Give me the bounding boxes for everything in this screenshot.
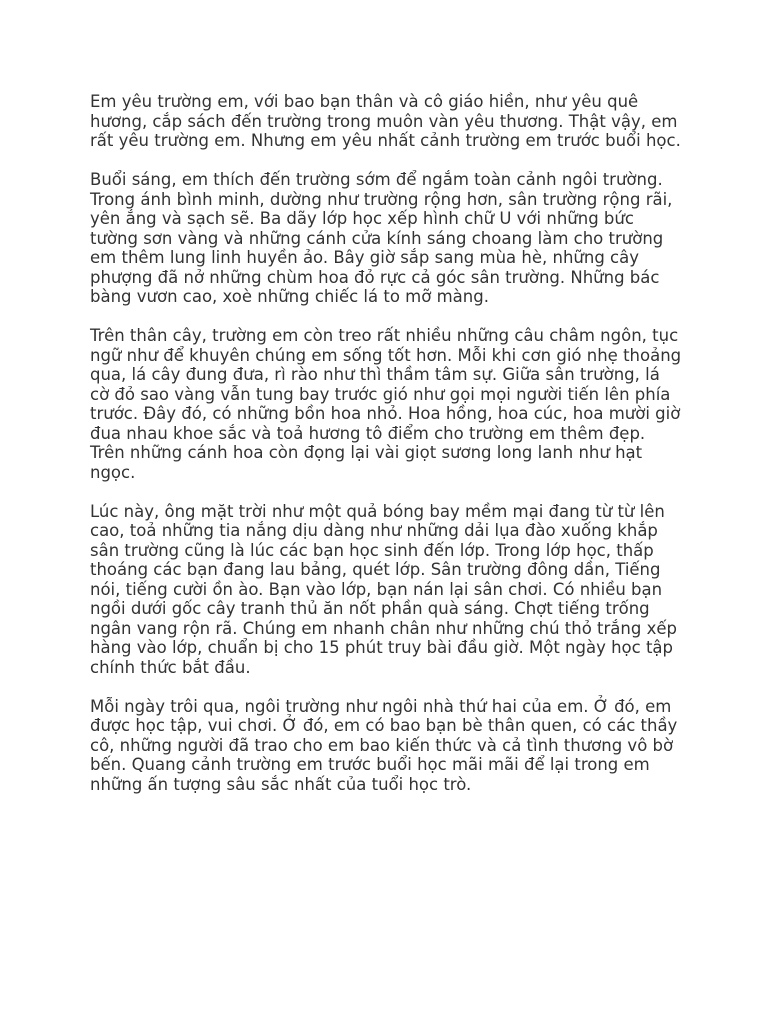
text-line: được học tập, vui chơi. Ở đó, em có bao bạn bè thân quen, có các thầy [90, 716, 678, 735]
text-line: Mỗi ngày trôi qua, ngôi trường như ngôi nhà thứ hai của em. Ở đó, em [90, 696, 672, 716]
document-page [90, 92, 690, 814]
text-line: cờ đỏ sao vàng vẫn tung bay trước gió như gọi mọi người tiến lên phía [90, 384, 671, 404]
text-line: cao, toả những tia nắng dịu dàng như những dải lụa đào xuống khắp [90, 521, 658, 540]
text-line: rất yêu trường em. Nhưng em yêu nhất cảnh trường em trước buổi học. [90, 131, 681, 150]
text-line: hương, cắp sách đến trường trong muôn vàn yêu thương. Thật vậy, em [90, 111, 678, 131]
text-line: qua, lá cây đung đưa, rì rào như thì thầm tâm sự. Giữa sân trường, lá [90, 365, 660, 384]
text-line: bến. Quang cảnh trường em trước buổi học mãi mãi để lại trong em [90, 755, 650, 774]
text-line: cô, những người đã trao cho em bao kiến thức và cả tình thương vô bờ [90, 735, 674, 755]
text-line: trước. Đây đó, có những bồn hoa nhỏ. Hoa hồng, hoa cúc, hoa mười giờ [90, 404, 681, 423]
paragraph-5 [90, 697, 690, 795]
text-line: yên ắng và sạch sẽ. Ba dãy lớp học xếp hình chữ U với những bức [90, 209, 634, 228]
text-line: Lúc này, ông mặt trời như một quả bóng bay mềm mại đang từ từ lên [90, 501, 665, 521]
text-line: phượng đã nở những chùm hoa đỏ rực cả góc sân trường. Những bác [90, 267, 660, 287]
text-line: Em yêu trường em, với bao bạn thân và cô giáo hiền, như yêu quê [90, 92, 639, 111]
text-line: những ấn tượng sâu sắc nhất của tuổi học trò. [90, 774, 472, 794]
text-line: ngồi dưới gốc cây tranh thủ ăn nốt phần quà sáng. Chợt tiếng trống [90, 599, 650, 618]
text-line: hàng vào lớp, chuẩn bị cho 15 phút truy bài đầu giờ. Một ngày học tập [90, 638, 674, 657]
paragraph-4 [90, 502, 690, 678]
paragraph-3 [90, 326, 690, 482]
text-line: đua nhau khoe sắc và toả hương tô điểm cho trường em thêm đẹp. [90, 423, 646, 443]
text-line: Buổi sáng, em thích đến trường sớm để ngắm toàn cảnh ngôi trường. [90, 170, 663, 189]
text-line: Trong ánh bình minh, dường như trường rộng hơn, sân trường rộng rãi, [90, 189, 673, 209]
text-line: tường sơn vàng và những cánh cửa kính sáng choang làm cho trường [90, 228, 664, 248]
text-line: ngân vang rộn rã. Chúng em nhanh chân như những chú thỏ trắng xếp [90, 618, 677, 638]
paragraph-1 [90, 92, 690, 151]
text-line: nói, tiếng cười ồn ào. Bạn vào lớp, bạn nán lại sân chơi. Có nhiều bạn [90, 579, 663, 599]
text-line: thoáng các bạn đang lau bảng, quét lớp. Sân trường đông dần, Tiếng [90, 560, 661, 579]
text-line: sân trường cũng là lúc các bạn học sinh đến lớp. Trong lớp học, thấp [90, 540, 654, 560]
text-line: Trên thân cây, trường em còn treo rất nhiều những câu châm ngôn, tục [90, 326, 679, 345]
text-line: em thêm lung linh huyền ảo. Bây giờ sắp sang mùa hè, những cây [90, 248, 639, 267]
text-line: Trên những cánh hoa còn đọng lại vài giọt sương long lanh như hạt [90, 443, 643, 462]
text-line: ngữ như để khuyên chúng em sống tốt hơn. Mỗi khi cơn gió nhẹ thoảng [90, 345, 682, 365]
text-line: ngọc. [90, 462, 136, 482]
paragraph-2 [90, 170, 690, 307]
text-line: chính thức bắt đầu. [90, 657, 251, 677]
text-line: bàng vươn cao, xoè những chiếc lá to mỡ màng. [90, 287, 489, 306]
